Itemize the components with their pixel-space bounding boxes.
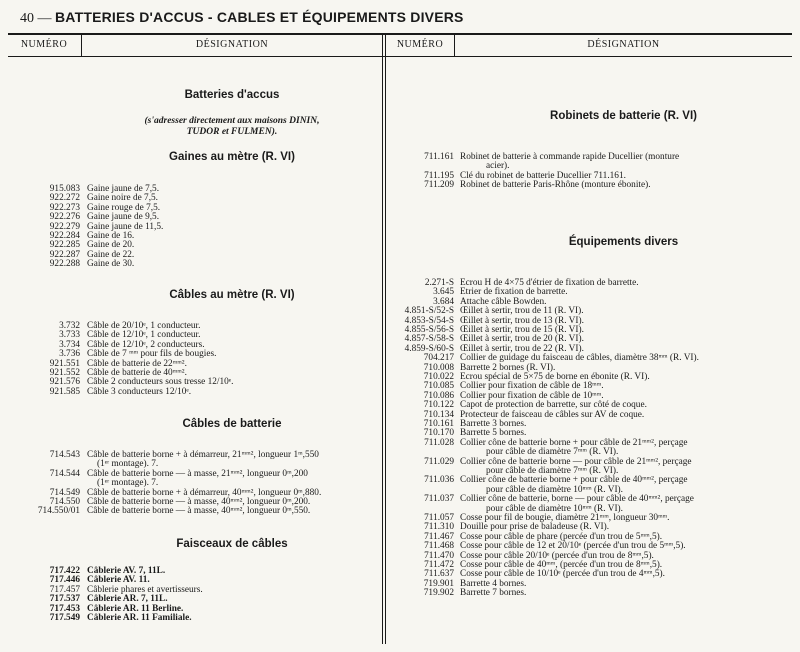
item-ref: 3.734 <box>59 339 80 350</box>
item-ref: 922.287 <box>49 249 80 260</box>
item-ref: 714.544 <box>49 468 80 479</box>
page-header <box>20 9 790 31</box>
item-ref: 3.684 <box>433 296 454 307</box>
faisceaux-title: Faisceaux de câbles <box>176 538 288 550</box>
item-ref: 922.279 <box>49 221 80 232</box>
item-designation: Gaine jaune de 9,5. <box>87 212 160 223</box>
item-ref: 710.085 <box>423 381 454 392</box>
item-designation: Câblerie AV. 11. <box>87 575 150 586</box>
item-ref: 710.161 <box>423 419 454 429</box>
item-ref: 922.288 <box>49 259 80 270</box>
item-designation-continued: pour câble de diamètre 7ᵐᵐ (R. VI). <box>486 466 619 476</box>
item-ref: 711.037 <box>424 494 454 505</box>
item-designation: Œillet à sertir, trou de 20 (R. VI). <box>460 334 584 345</box>
item-designation: Gaine jaune de 7,5. <box>87 184 160 194</box>
robinets-title: Robinets de batterie (R. VI) <box>550 110 697 122</box>
item-designation: Attache câble Bowden. <box>460 296 547 307</box>
item-ref: 710.122 <box>423 400 454 411</box>
item-ref: 710.134 <box>423 409 454 420</box>
cables-batterie-title: Câbles de batterie <box>182 418 282 430</box>
item-ref: 710.086 <box>423 390 454 401</box>
item-ref: 714.550 <box>49 497 80 507</box>
item-designation: Barrette 5 bornes. <box>460 428 527 439</box>
item-designation: Collier cône de batterie, borne — pour câble de 40ᵐᵐ², perçage <box>460 494 694 505</box>
item-designation: Cosse pour fil de bougie, diamètre 21ᵐᵐ, longueur 30ᵐᵐ. <box>460 513 670 523</box>
item-ref: 711.472 <box>424 560 454 570</box>
item-designation: Protecteur de faisceau de câbles sur AV de coque. <box>460 409 645 420</box>
item-designation: Câble 2 conducteurs sous tresse 12/10ᵉ. <box>87 377 234 388</box>
left-designation-heading: DÉSIGNATION <box>195 39 269 50</box>
item-designation: Robinet de batterie à commande rapide Ducellier (monture <box>460 152 680 162</box>
item-designation: Collier cône de batterie borne — pour câble de 21ᵐᵐ², perçage <box>460 456 692 467</box>
right-numero-heading: NUMÉRO <box>396 39 444 50</box>
item-designation: Câble 3 conducteurs 12/10ᵉ. <box>87 386 192 397</box>
item-designation: Cosse pour câble de 10/10ᵉ (percée d'un trou de 4ᵐᵐ,5). <box>460 569 665 580</box>
item-ref: 704.217 <box>423 353 454 364</box>
item-ref: 719.901 <box>423 578 454 589</box>
item-ref: 922.272 <box>49 193 80 204</box>
item-designation: Gaine de 20. <box>87 240 135 251</box>
item-ref: 714.550/01 <box>37 506 80 517</box>
item-ref: 710.170 <box>423 428 454 439</box>
item-designation: Câblerie phares et avertisseurs. <box>87 584 203 595</box>
item-designation: Clé du robinet de batterie Ducellier 711.161. <box>460 170 626 181</box>
center-divider <box>382 34 383 644</box>
item-designation: Œillet à sertir, trou de 13 (R. VI). <box>460 315 584 326</box>
item-ref: 719.902 <box>423 588 454 599</box>
item-ref: 711.029 <box>424 456 454 467</box>
item-designation: Ecrou H de 4×75 d'étrier de fixation de barrette. <box>460 278 639 288</box>
item-ref: 921.576 <box>49 377 80 388</box>
item-designation: Câble de batterie borne — à masse, 40ᵐᵐ², longueur 0ᵐ,550. <box>87 506 311 517</box>
item-ref: 3.733 <box>59 330 80 341</box>
item-ref: 4.853-S/54-S <box>404 315 454 326</box>
item-designation: Gaine de 22. <box>87 249 135 260</box>
page-title: BATTERIES D'ACCUS - CABLES ET ÉQUIPEMENTS DIVERS <box>55 9 464 25</box>
item-designation: Cosse pour câble de 12 et 20/10ᵉ (percée d'un trou de 5ᵐᵐ,5). <box>460 541 686 552</box>
batteries-note-line2: TUDOR et FULMEN). <box>186 127 278 137</box>
item-designation-continued: (1ᵉʳ montage). 7. <box>97 459 159 470</box>
item-ref: 711.310 <box>424 522 454 533</box>
header-rule <box>8 33 792 35</box>
item-ref: 710.008 <box>423 362 454 373</box>
item-ref: 711.637 <box>424 569 454 580</box>
item-designation: Câble de batterie borne — à masse, 40ᵐᵐ², longueur 0ᵐ,200. <box>87 497 311 507</box>
item-ref: 921.551 <box>49 358 80 369</box>
item-designation: Câble de 12/10ᵉ, 1 conducteur. <box>87 330 201 341</box>
item-designation: Gaine rouge de 7,5. <box>87 202 161 213</box>
item-designation: Douille pour prise de baladeuse (R. VI). <box>460 522 610 533</box>
item-ref: 922.273 <box>49 202 80 213</box>
item-ref: 717.549 <box>49 613 80 623</box>
item-designation: Ecrou spécial de 5×75 de borne en ébonite (R. VI). <box>460 372 650 382</box>
column-head-rule <box>8 56 792 57</box>
item-designation-continued: pour câble de diamètre 7ᵐᵐ (R. VI). <box>486 447 619 458</box>
item-designation-continued: acier). <box>486 161 510 172</box>
equipements-title: Équipements divers <box>568 236 679 248</box>
item-designation: Gaine jaune de 11,5. <box>87 221 164 232</box>
item-designation: Cosse pour câble 20/10ᵉ (percée d'un trou de 8ᵐᵐ,5). <box>460 550 654 561</box>
item-designation: Câble de batterie de 40ᵐᵐ². <box>87 368 187 378</box>
item-ref: 3.736 <box>59 349 80 360</box>
item-designation-continued: (1ᵉʳ montage). 7. <box>97 478 159 489</box>
item-ref: 921.585 <box>49 386 80 397</box>
item-designation: Collier cône de batterie borne + pour câble de 40ᵐᵐ², perçage <box>460 475 688 486</box>
item-designation: Câblerie AR. 7, 11L. <box>87 594 168 605</box>
item-designation: Œillet à sertir, trou de 11 (R. VI). <box>460 306 584 317</box>
item-ref: 711.036 <box>424 475 454 486</box>
item-ref: 717.422 <box>49 566 80 576</box>
item-ref: 915.083 <box>49 184 80 194</box>
item-designation-continued: pour câble de diamètre 10ᵐᵐ (R. VI). <box>486 503 623 514</box>
item-designation: Cosse pour câble de phare (percée d'un trou de 5ᵐᵐ,5). <box>460 531 663 542</box>
item-ref: 717.446 <box>49 575 80 586</box>
item-ref: 4.855-S/56-S <box>404 325 454 335</box>
item-ref: 717.537 <box>49 594 80 605</box>
item-designation: Barrette 4 bornes. <box>460 578 527 589</box>
item-designation: Gaine de 30. <box>87 259 135 270</box>
item-ref: 711.161 <box>424 152 454 162</box>
cables-metre-title: Câbles au mètre (R. VI) <box>169 289 295 301</box>
batteries-title: Batteries d'accus <box>184 89 280 101</box>
item-designation: Câble de batterie borne — à masse, 21ᵐᵐ², longueur 0ᵐ,200 <box>87 468 308 479</box>
item-ref: 711.209 <box>424 180 454 191</box>
gaines-title: Gaines au mètre (R. VI) <box>169 151 295 163</box>
item-designation: Collier pour fixation de câble de 10ᵐᵐ. <box>460 390 604 401</box>
item-ref: 711.467 <box>424 531 454 542</box>
item-designation: Barrette 3 bornes. <box>460 419 527 429</box>
item-designation: Barrette 2 bornes (R. VI). <box>460 362 556 373</box>
item-ref: 3.732 <box>59 321 80 331</box>
item-ref: 714.543 <box>49 450 80 460</box>
item-ref: 711.057 <box>424 513 454 523</box>
item-designation: Câble de batterie de 22ᵐᵐ². <box>87 358 187 369</box>
item-designation: Œillet à sertir, trou de 22 (R. VI). <box>460 343 584 354</box>
item-ref: 922.284 <box>49 231 80 241</box>
item-ref: 711.195 <box>424 170 454 181</box>
batteries-note-line1: (s'adresser directement aux maisons DININ, <box>144 116 320 126</box>
item-ref: 717.453 <box>49 603 80 614</box>
item-designation: Collier de guidage du faisceau de câbles, diamètre 38ᵐᵐ (R. VI). <box>460 353 699 364</box>
item-designation: Robinet de batterie Paris-Rhône (monture ébonite). <box>460 180 651 191</box>
item-ref: 922.276 <box>49 212 80 223</box>
left-numero-heading: NUMÉRO <box>20 39 68 50</box>
item-designation: Câble de batterie borne + à démarreur, 40ᵐᵐ², longueur 0ᵐ,880. <box>87 487 322 498</box>
item-designation: Cosse pour câble de 40ᵐᵐ, (percée d'un trou de 8ᵐᵐ,5). <box>460 560 663 570</box>
item-designation: Gaine noire de 7,5. <box>87 193 158 204</box>
item-designation: Collier cône de batterie borne + pour câble de 21ᵐᵐ², perçage <box>460 437 688 448</box>
item-ref: 717.457 <box>49 584 80 595</box>
item-designation: Barrette 7 bornes. <box>460 588 527 599</box>
item-designation: Etrier de fixation de barrette. <box>460 287 568 298</box>
item-ref: 922.285 <box>49 240 80 251</box>
item-designation: Câble de batterie borne + à démarreur, 21ᵐᵐ², longueur 1ᵐ,550 <box>87 450 319 460</box>
item-designation: Collier pour fixation de câble de 18ᵐᵐ. <box>460 381 604 392</box>
item-ref: 4.857-S/58-S <box>404 334 454 345</box>
item-ref: 4.851-S/52-S <box>404 306 454 317</box>
item-designation: Câble de 7 ᵐᵐ pour fils de bougies. <box>87 349 217 360</box>
item-designation-continued: pour câble de diamètre 10ᵐᵐ (R. VI). <box>486 484 623 495</box>
item-ref: 3.645 <box>433 287 454 298</box>
item-designation: Câblerie AR. 11 Berline. <box>87 603 184 614</box>
item-designation: Capot de protection de barrette, sur côté de coque. <box>460 400 647 411</box>
right-designation-heading: DÉSIGNATION <box>587 39 660 50</box>
item-ref: 711.468 <box>424 541 454 552</box>
item-ref: 711.470 <box>424 550 454 561</box>
item-ref: 711.028 <box>424 437 454 448</box>
item-ref: 710.022 <box>423 372 454 382</box>
item-ref: 2.271-S <box>424 278 454 288</box>
page-number: 40 — <box>20 11 52 26</box>
item-designation: Câble de 20/10ᵉ, 1 conducteur. <box>87 321 201 331</box>
item-designation: Câblerie AV. 7, 11L. <box>87 566 166 576</box>
item-designation: Gaine de 16. <box>87 231 135 241</box>
item-designation: Câble de 12/10ᵉ, 2 conducteurs. <box>87 339 205 350</box>
item-designation: Œillet à sertir, trou de 15 (R. VI). <box>460 325 584 335</box>
item-designation: Câblerie AR. 11 Familiale. <box>87 613 192 623</box>
item-ref: 4.859-S/60-S <box>404 343 454 354</box>
item-ref: 921.552 <box>49 368 80 378</box>
item-ref: 714.549 <box>49 487 80 498</box>
